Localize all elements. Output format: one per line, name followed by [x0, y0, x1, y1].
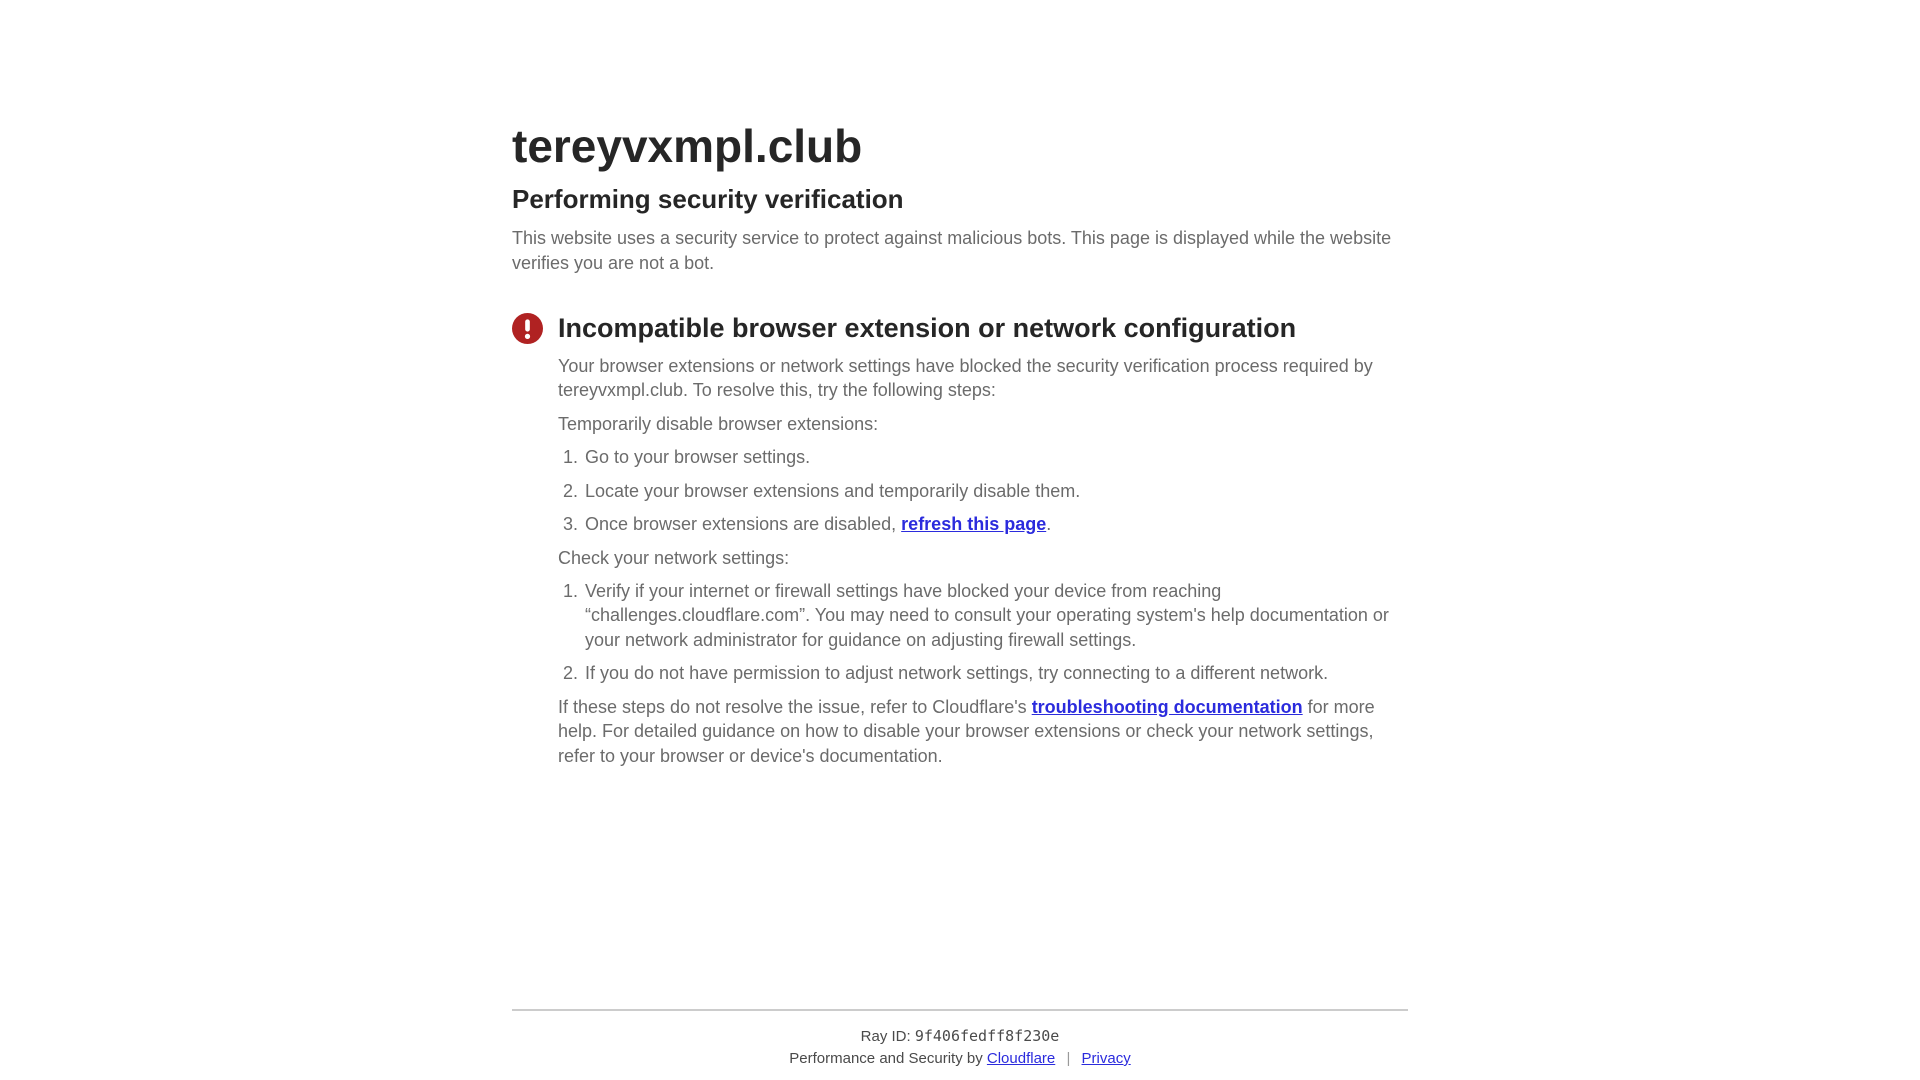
step-text-pre: Once browser extensions are disabled,	[585, 514, 902, 535]
network-steps-list	[558, 579, 1408, 686]
footer-separator: |	[1066, 1050, 1071, 1067]
outro-text-pre: If these steps do not resolve the issue, refer to Cloudflare's	[558, 696, 1032, 717]
error-intro-text: Your browser extensions or network settings have blocked the security verification process required by tereyvxmpl.club. To resolve this, try the following steps:	[558, 355, 1373, 401]
error-exclamation-icon	[512, 313, 543, 344]
troubleshooting-documentation-link[interactable]: troubleshooting documentation	[1031, 696, 1303, 717]
extensions-lead-text: Temporarily disable browser extensions:	[558, 413, 879, 434]
list-item: 1. Go to your browser settings.	[583, 445, 1408, 469]
outro-text-post: for more help. For detailed guidance on how to disable your browser extensions or check your network settings, refer to your browser or device's documentation.	[558, 696, 1375, 766]
error-alert	[512, 312, 1408, 768]
step-text-post: .	[1046, 514, 1052, 535]
error-heading: Incompatible browser extension or network configuration	[558, 313, 1297, 344]
network-lead-text: Check your network settings:	[558, 547, 790, 568]
ray-id-value: 9f406fedff8f230e	[914, 1027, 1060, 1045]
ray-id-label: Ray ID:	[860, 1028, 911, 1045]
refresh-page-link[interactable]: refresh this page	[901, 514, 1047, 535]
page-footer	[512, 1009, 1408, 1067]
attribution-text: Performance and Security by	[789, 1050, 983, 1067]
page-description: This website uses a security service to protect against malicious bots. This page is displayed while the website verifies you are not a bot.	[512, 228, 1392, 273]
list-item: 2. Locate your browser extensions and temporarily disable them.	[583, 479, 1408, 503]
attribution-line	[512, 1050, 1408, 1067]
page-subtitle: Performing security verification	[512, 183, 904, 214]
cloudflare-link[interactable]: Cloudflare	[986, 1050, 1056, 1067]
ray-id-line	[512, 1027, 1408, 1045]
list-item	[583, 512, 1408, 536]
list-item: 1. Verify if your internet or firewall settings have blocked your device from reaching “challenges.cloudflare.com”. You may need to consult your operating system's help documentation or your network administrator for guidance on adjusting firewall settings.	[583, 579, 1408, 652]
privacy-link[interactable]: Privacy	[1081, 1050, 1131, 1067]
troubleshooting-text	[558, 695, 1408, 768]
error-alert-body	[558, 312, 1408, 768]
challenge-page	[512, 0, 1408, 768]
extensions-steps-list	[558, 445, 1408, 536]
list-item: 2. If you do not have permission to adjust network settings, try connecting to a different network.	[583, 661, 1408, 685]
page-title: tereyvxmpl.club	[512, 120, 863, 172]
